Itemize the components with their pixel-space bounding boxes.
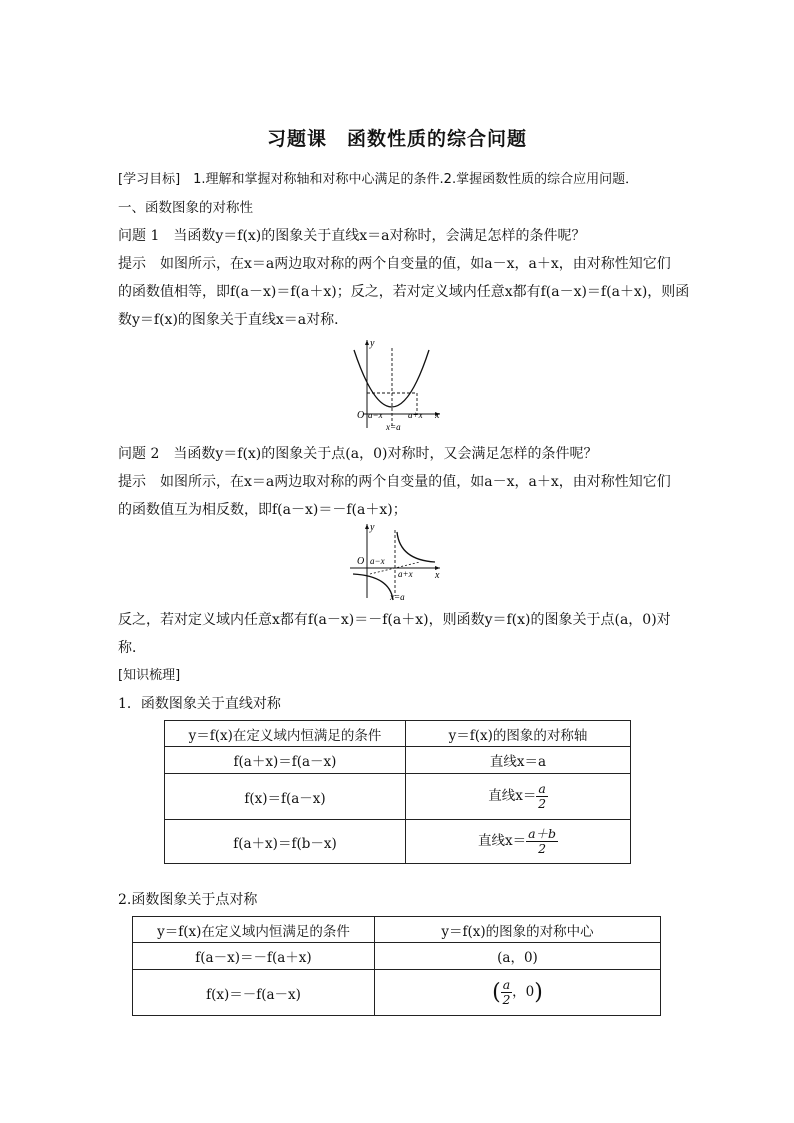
- table1-cell: f(a＋x)＝f(a－x): [165, 747, 406, 774]
- page-title: 习题课 函数性质的综合问题: [266, 128, 527, 150]
- table1-axis-prefix: 直线x＝: [477, 833, 527, 849]
- table2-header-condition: y＝f(x)在定义域内恒满足的条件: [133, 917, 375, 943]
- fig1-a-plus-x-label: a+x: [408, 410, 423, 420]
- table2-header-center: y＝f(x)的图象的对称中心: [375, 917, 661, 943]
- converse-line-1: 反之，若对定义域内任意x都有f(a－x)＝－f(a＋x)，则函数y＝f(x)的图象关于点(a，0)对: [118, 612, 671, 628]
- hint-1-line-3: 数y＝f(x)的图象关于直线x＝a对称．: [118, 312, 349, 328]
- fraction-denominator: 2: [502, 992, 511, 1007]
- table1-cell: 直线x＝a: [406, 747, 631, 774]
- fig2-x-eq-a-label: x=a: [390, 592, 405, 602]
- question-1: 问题 1 当函数y＝f(x)的图象关于直线x＝a对称时，会满足怎样的条件呢？: [118, 228, 586, 244]
- table1-cell: f(a＋x)＝f(b－x): [165, 820, 406, 864]
- fig1-y-label: y: [370, 338, 375, 349]
- hint-1-line-2: 的函数值相等，即f(a－x)＝f(a＋x)；反之，若对定义域内任意x都有f(a－x)＝f(a＋x)，则函: [118, 284, 690, 300]
- fig2-a-minus-x-label: a−x: [370, 556, 385, 566]
- fig1-origin-label: O: [357, 410, 365, 421]
- subheading-line-symmetry: 1．函数图象关于直线对称: [118, 696, 281, 712]
- fraction: [526, 827, 558, 856]
- converse-line-2: 称．: [118, 640, 146, 656]
- table-row: [165, 820, 631, 864]
- table2-cell: f(x)＝－f(a－x): [133, 970, 375, 1016]
- learning-goals: [学习目标] 1.理解和掌握对称轴和对称中心满足的条件.2.掌握函数性质的综合应用问题．: [118, 172, 639, 187]
- fig2-x-label: x: [435, 570, 440, 581]
- table-point-symmetry: [132, 916, 661, 1016]
- subheading-point-symmetry: 2.函数图象关于点对称: [118, 892, 258, 908]
- table2-cell: (a，0): [375, 943, 661, 970]
- table1-header-axis: y＝f(x)的图象的对称轴: [406, 721, 631, 747]
- fig1-a-minus-x-label: a−x: [368, 410, 383, 420]
- table1-axis-prefix: 直线x＝: [488, 788, 537, 804]
- table1-header-condition: y＝f(x)在定义域内恒满足的条件: [165, 721, 406, 747]
- fraction: [536, 782, 547, 811]
- question-2: 问题 2 当函数y＝f(x)的图象关于点(a，0)对称时，又会满足怎样的条件呢？: [118, 446, 598, 462]
- table-line-symmetry: [164, 720, 631, 864]
- table2-cell: f(a－x)＝－f(a＋x): [133, 943, 375, 970]
- hint-1-line-1: 提示 如图所示，在x＝a两边取对称的两个自变量的值，如a－x，a＋x，由对称性知它们: [118, 256, 671, 272]
- table-row: [133, 943, 661, 970]
- fig1-x-label: x: [435, 410, 440, 421]
- fig2-y-label: y: [370, 522, 375, 533]
- fraction-denominator: 2: [538, 796, 547, 811]
- table-row: [165, 747, 631, 774]
- table-row: [133, 970, 661, 1016]
- figure-axis-symmetry: [340, 336, 450, 434]
- fig2-a-plus-x-label: a+x: [398, 569, 413, 579]
- fraction: [501, 978, 512, 1007]
- fraction-numerator: a＋b: [528, 826, 557, 841]
- fig1-x-eq-a-label: x=a: [386, 422, 401, 432]
- table2-center-y: 0: [525, 984, 535, 1000]
- table-row: [165, 774, 631, 820]
- knowledge-heading: [知识梳理]: [118, 668, 181, 683]
- table1-cell: [406, 820, 631, 864]
- fraction-denominator: 2: [538, 841, 547, 856]
- section-heading-symmetry: 一、函数图象的对称性: [118, 200, 253, 216]
- figure-point-symmetry: [340, 520, 450, 602]
- hint-2-line-1: 提示 如图所示，在x＝a两边取对称的两个自变量的值，如a－x，a＋x，由对称性知它们: [118, 474, 671, 490]
- table1-cell: [406, 774, 631, 820]
- fig2-origin-label: O: [357, 556, 365, 567]
- fraction-numerator: a: [538, 781, 546, 796]
- fraction-numerator: a: [502, 977, 511, 992]
- table2-cell: ( $\frac{a}{2}$ ，0): [375, 970, 661, 1016]
- hint-2-line-2: 的函数值互为相反数，即f(a－x)＝－f(a＋x)；: [118, 502, 407, 518]
- table1-cell: f(x)＝f(a－x): [165, 774, 406, 820]
